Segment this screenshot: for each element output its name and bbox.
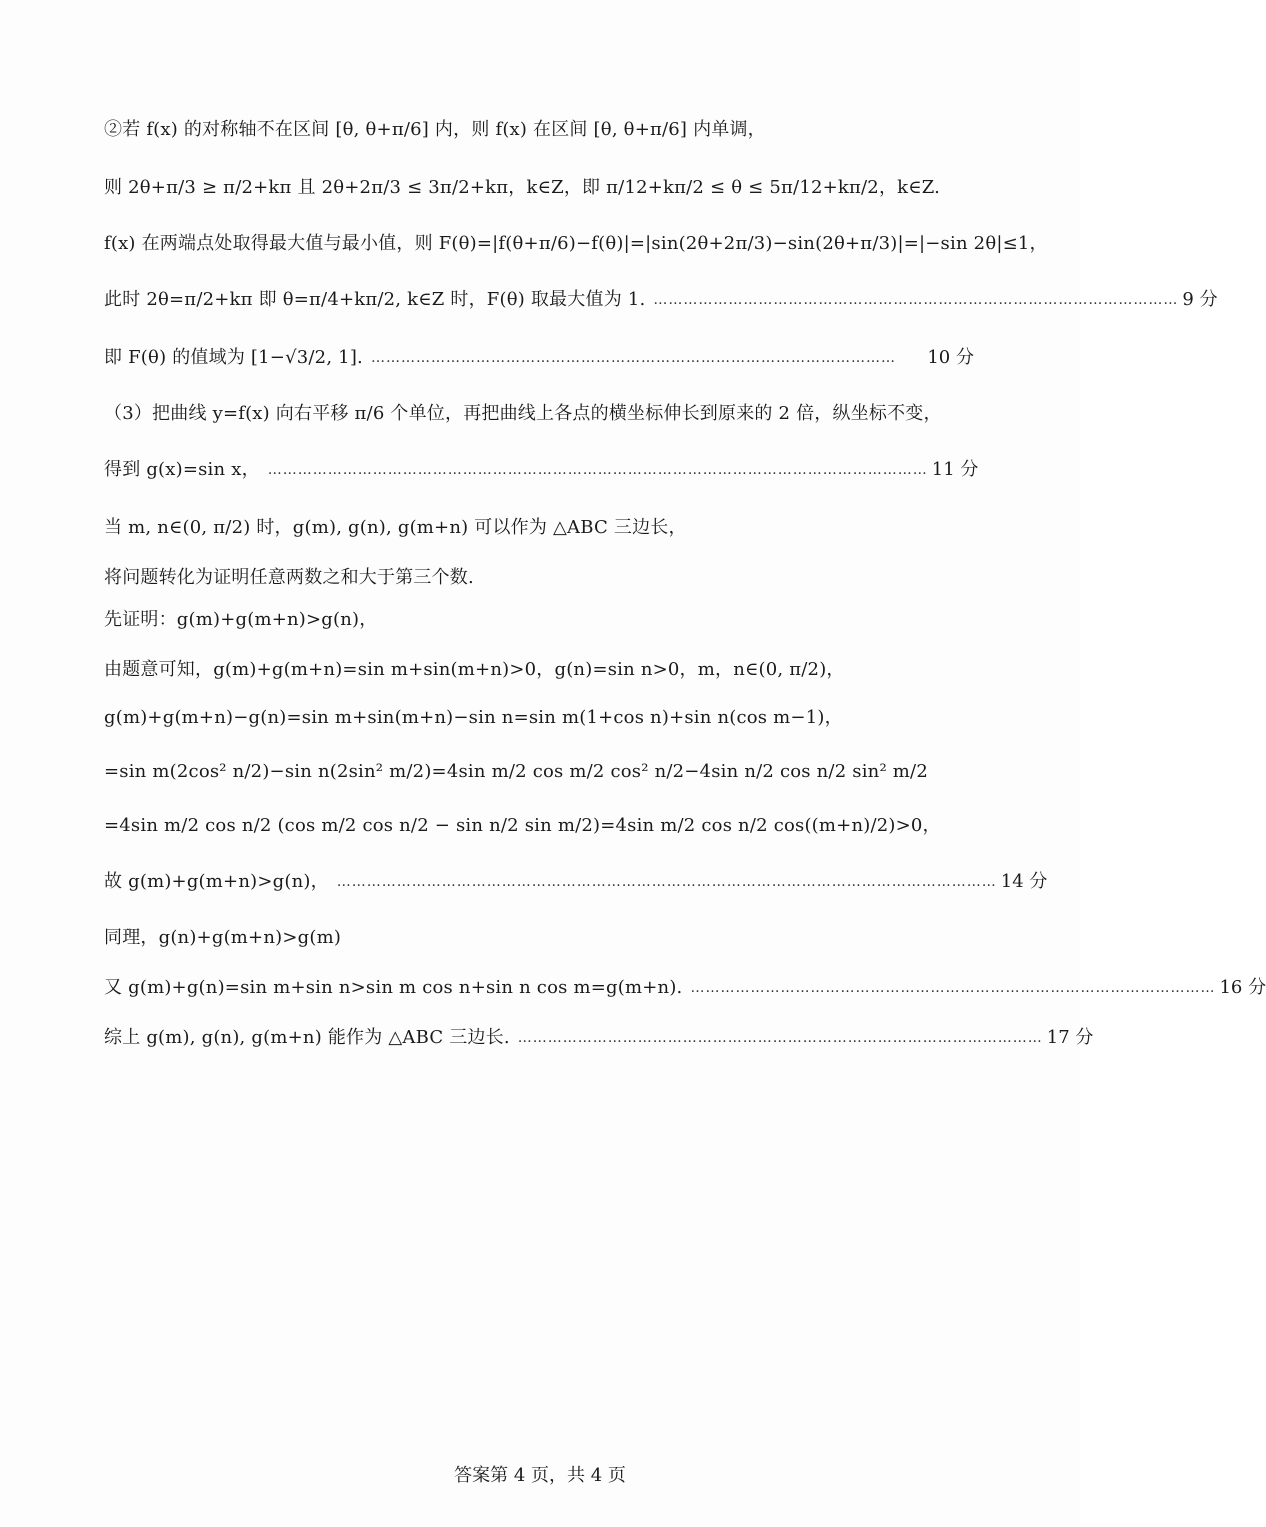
solution-line-6 [104,402,974,426]
score-label: 17 分 [1046,1027,1094,1048]
line-text: =4sin m/2 cos n/2 (cos m/2 cos n/2 − sin n/2 sin m/2)=4sin m/2 cos n/2 cos((m+n)/2)>0， [104,815,941,836]
line-text: 又 g(m)+g(n)=sin m+sin n>sin m cos n+sin n cos m=g(m+n). [104,977,683,998]
line-text: 将问题转化为证明任意两数之和大于第三个数. [104,567,474,588]
line-text: g(m)+g(m+n)−g(n)=sin m+sin(m+n)−sin n=sin m(1+cos n)+sin n(cos m−1)， [104,707,843,728]
leader-dots: …………………………………………………………………………………………… [653,292,1179,308]
solution-line-5 [104,346,974,370]
leader-dots: …………………………………………………………………………………………… [517,1030,1043,1046]
solution-line-15 [104,870,1048,894]
leader-dots: …………………………………………………………………………………………… [690,980,1216,996]
leader-dots: …………………………………………………………………………………………………………………… [267,462,928,478]
line-text: 由题意可知，g(m)+g(m+n)=sin m+sin(m+n)>0，g(n)=sin n>0，m，n∈(0, π/2)， [104,659,845,680]
score-label: 16 分 [1219,977,1266,998]
score-label: 11 分 [931,459,979,480]
line-text: 即 F(θ) 的值域为 [1−√3/2, 1]. [104,347,363,368]
score-label: 9 分 [1182,289,1218,310]
line-text: （3）把曲线 y=f(x) 向右平移 π/6 个单位，再把曲线上各点的横坐标伸长到原来的 2 倍，纵坐标不变， [104,403,942,424]
solution-line-2 [104,176,974,200]
line-text: 同理，g(n)+g(m+n)>g(m) [104,927,342,948]
line-text: 当 m, n∈(0, π/2) 时，g(m), g(n), g(m+n) 可以作为 △ABC 三边长， [104,517,687,538]
line-text: ②若 f(x) 的对称轴不在区间 [θ, θ+π/6] 内，则 f(x) 在区间 [θ, θ+π/6] 内单调， [104,119,766,140]
solution-line-7 [104,458,979,482]
solution-line-9 [104,566,974,590]
page-footer: 答案第 4 页，共 4 页 [454,1465,626,1486]
line-text: 此时 2θ=π/2+kπ 即 θ=π/4+kπ/2, k∈Z 时，F(θ) 取最大值为 1. [104,289,646,310]
leader-dots: …………………………………………………………………………………………… [370,350,896,366]
line-text: 得到 g(x)=sin x， [104,459,260,480]
solution-line-8 [104,516,974,540]
leader-dots: …………………………………………………………………………………………………………………… [336,874,997,890]
solution-line-10 [104,608,974,632]
solution-line-3 [104,232,1048,256]
line-text: f(x) 在两端点处取得最大值与最小值，则 F(θ)=|f(θ+π/6)−f(θ)|=|sin(2θ+2π/3)−sin(2θ+π/3)|=|−sin 2θ|≤1， [104,233,1048,254]
score-label: 14 分 [1000,871,1048,892]
solution-line-14 [104,814,974,838]
solution-line-17 [104,976,1266,1000]
line-text: 综上 g(m), g(n), g(m+n) 能作为 △ABC 三边长. [104,1027,510,1048]
line-text: 先证明：g(m)+g(m+n)>g(n)， [104,609,378,630]
score-label: 10 分 [927,347,974,368]
line-text: 则 2θ+π/3 ≥ π/2+kπ 且 2θ+2π/3 ≤ 3π/2+kπ，k∈Z，即 π/12+kπ/2 ≤ θ ≤ 5π/12+kπ/2，k∈Z. [104,177,941,198]
solution-line-12 [104,706,974,730]
solution-line-18 [104,1026,1094,1050]
solution-line-11 [104,658,974,682]
solution-line-1 [104,118,974,142]
line-text: =sin m(2cos² n/2)−sin n(2sin² m/2)=4sin m/2 cos m/2 cos² n/2−4sin n/2 cos n/2 sin² m/2 [104,761,928,782]
solution-line-16 [104,926,974,950]
line-text: 故 g(m)+g(m+n)>g(n)， [104,871,329,892]
solution-line-4 [104,288,1218,312]
solution-line-13 [104,760,974,784]
